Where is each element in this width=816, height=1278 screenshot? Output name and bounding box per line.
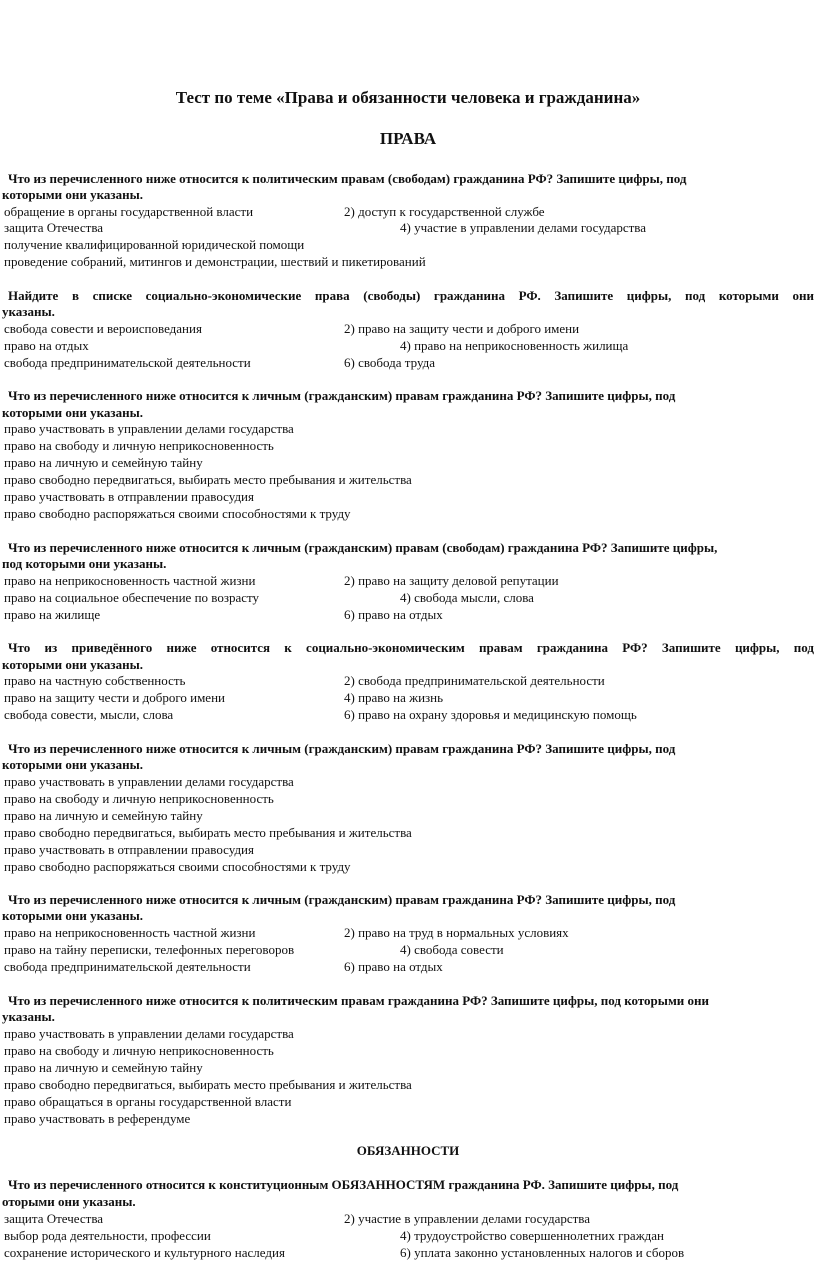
answer-option: получение квалифицированной юридической помощи xyxy=(4,237,305,252)
answer-option: право на личную и семейную тайну xyxy=(4,808,203,823)
answer-option: 4) право на неприкосновенность жилища xyxy=(400,338,629,353)
answer-option: право на личную и семейную тайну xyxy=(4,455,203,470)
answer-option: право обращаться в органы государственной власти xyxy=(4,1094,292,1109)
answer-option: 6) право на отдых xyxy=(344,607,443,622)
question-text-cont: которыми они указаны. xyxy=(2,657,143,672)
answer-option: проведение собраний, митингов и демонстрации, шествий и пикетирований xyxy=(4,254,426,269)
question-text: Что из приведённого ниже относится к социально-экономическим правам гражданина РФ? Запишите цифры, под xyxy=(8,640,814,655)
answer-option: 2) право на труд в нормальных условиях xyxy=(344,925,569,940)
answer-option: право свободно передвигаться, выбирать место пребывания и жительства xyxy=(4,825,412,840)
answer-option: право участвовать в референдуме xyxy=(4,1111,191,1126)
question-text-cont: которыми они указаны. xyxy=(2,908,143,923)
answer-option: 4) свобода мысли, слова xyxy=(400,590,534,605)
answer-option: обращение в органы государственной власти xyxy=(4,204,254,219)
section-heading-rights: ПРАВА xyxy=(379,129,437,148)
answer-option: право участвовать в управлении делами государства xyxy=(4,421,294,436)
question-text: Что из перечисленного ниже относится к личным (гражданским) правам гражданина РФ? Запишите цифры, под xyxy=(8,741,676,756)
question-text: Что из перечисленного ниже относится к личным (гражданским) правам (свободам) гражданина РФ? Запишите цифры, xyxy=(8,540,718,555)
answer-option: 4) право на жизнь xyxy=(344,690,444,705)
question-text: Что из перечисленного относится к конституционным ОБЯЗАННОСТЯМ гражданина РФ. Запишите цифры, под xyxy=(8,1177,679,1192)
answer-option: право свободно распоряжаться своими способностями к труду xyxy=(4,506,351,521)
answer-option: свобода совести, мысли, слова xyxy=(4,707,174,722)
answer-option: выбор рода деятельности, профессии xyxy=(4,1228,211,1243)
answer-option: 4) свобода совести xyxy=(400,942,504,957)
question-text-cont: под которыми они указаны. xyxy=(2,556,167,571)
answer-option: право свободно передвигаться, выбирать место пребывания и жительства xyxy=(4,1077,412,1092)
question-text: Что из перечисленного ниже относится к личным (гражданским) правам гражданина РФ? Запишите цифры, под xyxy=(8,388,676,403)
question-text: Найдите в списке социально-экономические права (свободы) гражданина РФ. Запишите цифры, под которыми они xyxy=(8,288,814,303)
answer-option: 6) свобода труда xyxy=(344,355,436,370)
answer-option: свобода совести и вероисповедания xyxy=(4,321,202,336)
section-heading-duties: ОБЯЗАННОСТИ xyxy=(356,1143,460,1158)
answer-option: свобода предпринимательской деятельности xyxy=(4,355,251,370)
answer-option: право на свободу и личную неприкосновенность xyxy=(4,791,274,806)
question-text-cont: указаны. xyxy=(2,1009,55,1024)
answer-option: 2) участие в управлении делами государства xyxy=(344,1211,591,1226)
answer-option: право на неприкосновенность частной жизни xyxy=(4,573,256,588)
answer-option: защита Отечества xyxy=(4,1211,104,1226)
question-text: Что из перечисленного ниже относится к политическим правам (свободам) гражданина РФ? Запишите цифры, под xyxy=(8,171,687,186)
answer-option: 6) уплата законно установленных налогов и сборов xyxy=(400,1245,685,1260)
answer-option: 2) доступ к государственной службе xyxy=(344,204,545,219)
answer-option: право на неприкосновенность частной жизни xyxy=(4,925,256,940)
answer-option: право на тайну переписки, телефонных переговоров xyxy=(4,942,295,957)
answer-option: сохранение исторического и культурного наследия xyxy=(4,1245,285,1260)
answer-option: 6) право на охрану здоровья и медицинскую помощь xyxy=(344,707,637,722)
answer-option: защита Отечества xyxy=(4,220,104,235)
question-text-cont: которыми они указаны. xyxy=(2,757,143,772)
answer-option: право свободно передвигаться, выбирать место пребывания и жительства xyxy=(4,472,412,487)
question-text-cont: указаны. xyxy=(2,304,55,319)
answer-option: право участвовать в управлении делами государства xyxy=(4,774,294,789)
question-text-cont: оторыми они указаны. xyxy=(2,1194,136,1209)
answer-option: 6) право на отдых xyxy=(344,959,443,974)
answer-option: право на социальное обеспечение по возрасту xyxy=(4,590,260,605)
answer-option: право на частную собственность xyxy=(4,673,186,688)
answer-option: свобода предпринимательской деятельности xyxy=(4,959,251,974)
question-text: Что из перечисленного ниже относится к личным (гражданским) правам гражданина РФ? Запишите цифры, под xyxy=(8,892,676,907)
question-text-cont: которыми они указаны. xyxy=(2,187,143,202)
document-title: Тест по теме «Права и обязанности человека и гражданина» xyxy=(175,88,641,107)
answer-option: право участвовать в отправлении правосудия xyxy=(4,489,254,504)
answer-option: 2) право на защиту деловой репутации xyxy=(344,573,559,588)
answer-option: 4) участие в управлении делами государства xyxy=(400,220,647,235)
answer-option: 4) трудоустройство совершеннолетних граждан xyxy=(400,1228,665,1243)
answer-option: право свободно распоряжаться своими способностями к труду xyxy=(4,859,351,874)
answer-option: 2) право на защиту чести и доброго имени xyxy=(344,321,580,336)
question-text: Что из перечисленного ниже относится к политическим правам гражданина РФ? Запишите цифры, под которыми они xyxy=(8,993,710,1008)
answer-option: право на свободу и личную неприкосновенность xyxy=(4,1043,274,1058)
answer-option: право на защиту чести и доброго имени xyxy=(4,690,225,705)
answer-option: право на личную и семейную тайну xyxy=(4,1060,203,1075)
answer-option: право на жилище xyxy=(4,607,101,622)
answer-option: право на свободу и личную неприкосновенность xyxy=(4,438,274,453)
answer-option: право на отдых xyxy=(4,338,89,353)
answer-option: право участвовать в управлении делами государства xyxy=(4,1026,294,1041)
answer-option: право участвовать в отправлении правосудия xyxy=(4,842,254,857)
question-text-cont: которыми они указаны. xyxy=(2,405,143,420)
answer-option: 2) свобода предпринимательской деятельности xyxy=(344,673,605,688)
